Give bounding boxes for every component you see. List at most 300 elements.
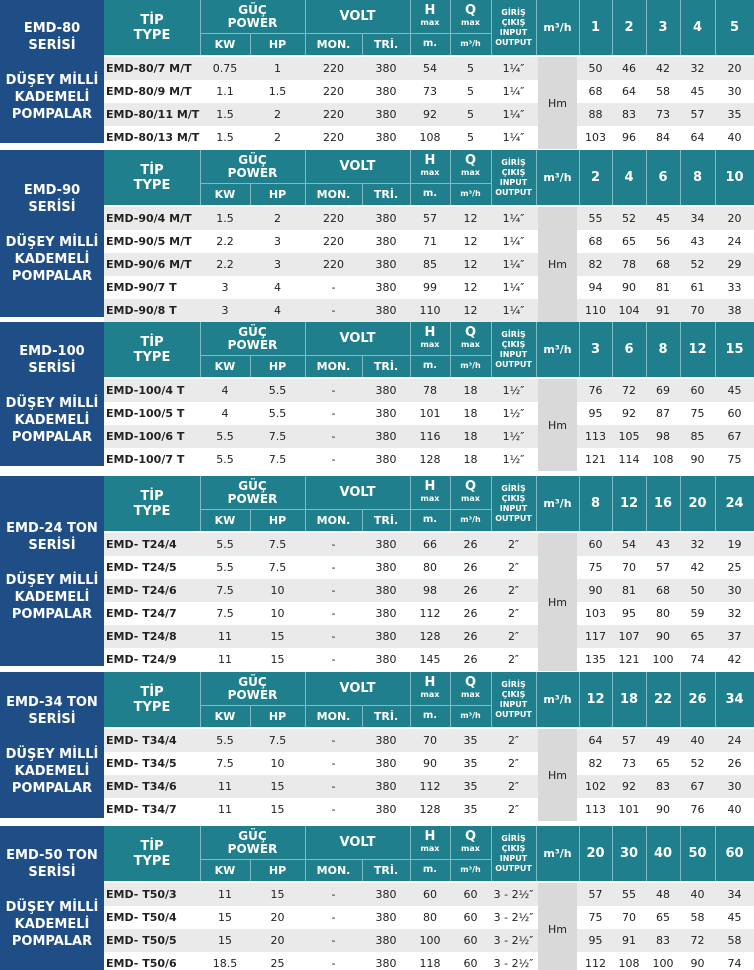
header-h [410,476,450,509]
header-divider [200,826,201,881]
volt-tri: 380 [375,131,397,144]
hm-label: Hm [538,207,577,322]
header-q-unit: m³/h [460,189,481,198]
power-kw: 11 [218,803,232,816]
head-value: 61 [690,281,705,294]
head-value: 81 [656,281,670,294]
header-flow-value: 2 [624,20,634,35]
volt-tri: 380 [375,85,397,98]
header-power [200,476,305,509]
series-block [0,0,754,143]
power-hp: 4 [274,304,281,317]
power-hp: 7.5 [268,538,287,551]
power-kw: 11 [218,653,232,666]
header-mon: MON. [316,513,351,527]
header-divider [612,0,613,55]
header-divider [410,672,411,727]
power-kw: 15 [218,934,232,947]
volt-tri: 380 [375,235,397,248]
power-hp: 20 [270,911,285,924]
series-description: DÜŞEY MİLLİ KADEMELİ POMPALAR [5,395,99,445]
model-name: EMD-90/5 M/T [106,235,192,248]
header-divider [536,322,537,377]
header-divider [491,150,492,205]
head-value: 34 [727,888,742,901]
series-block [0,150,754,317]
header-divider [200,150,201,205]
power-hp: 25 [270,957,285,970]
header-kw: KW [214,709,236,723]
head-value: 103 [585,131,606,144]
head-max: 145 [419,653,441,666]
header-flow-value: 40 [653,846,673,861]
header-port-output: OUTPUT [495,709,532,719]
header-flow-value: 34 [725,692,744,707]
header-divider [200,476,201,531]
head-value: 110 [585,304,606,317]
header-divider [612,322,613,377]
header-tri: TRİ. [373,709,399,723]
power-hp: 20 [270,934,285,947]
header-mon: MON. [316,359,351,373]
header-h-max: max [420,167,440,177]
head-value: 107 [618,630,640,643]
head-value: 30 [727,85,742,98]
header-h-unit: m. [422,188,438,199]
power-kw: 5.5 [216,453,234,466]
head-value: 58 [690,911,705,924]
volt-mono: 220 [323,85,344,98]
head-max: 99 [423,281,437,294]
header-type [104,672,200,727]
head-value: 60 [588,538,603,551]
table-row [104,402,754,425]
header-type [104,0,200,55]
header-divider [200,183,491,184]
header-h-max: max [420,339,440,349]
power-kw: 5.5 [216,734,234,747]
series-description: DÜŞEY MİLLİ KADEMELİ POMPALAR [5,73,99,122]
header-power-label: POWER [227,491,278,506]
header-q [450,150,491,183]
volt-mono: 220 [323,258,344,271]
series-label-panel [0,322,104,466]
power-kw: 11 [218,888,232,901]
volt-tri: 380 [375,212,397,225]
volt-tri: 380 [375,607,397,620]
head-value: 33 [727,281,742,294]
head-value: 112 [585,957,606,970]
header-guc-label: GÜÇ [238,674,267,689]
header-q-label: Q [464,2,477,18]
header-divider [579,476,580,531]
header-h [410,826,450,859]
header-port-giris: GİRİŞ [501,329,526,339]
header-flow-value: 18 [619,692,639,707]
series-label-panel [0,150,104,317]
head-value: 65 [656,757,670,770]
header-port-giris: GİRİŞ [501,157,526,167]
head-value: 90 [588,584,603,597]
flow-max: 26 [463,653,478,666]
header-volt: VOLT [339,681,376,696]
header-h [410,150,450,183]
header-tip-label: TİP [140,162,164,178]
header-volt: VOLT [339,9,376,24]
head-value: 45 [690,85,705,98]
header-tip-label: TİP [140,838,164,854]
header-tri: TRİ. [373,863,399,877]
flow-max: 18 [463,453,478,466]
header-guc-label: GÜÇ [238,478,267,493]
header-port-cikis: ÇIKIŞ [501,689,526,699]
header-divider [200,0,201,55]
head-value: 55 [588,212,603,225]
head-value: 59 [690,607,705,620]
head-max: 78 [423,384,437,397]
head-value: 67 [690,780,705,793]
series-description: DÜŞEY MİLLİ KADEMELİ POMPALAR [5,235,99,284]
head-value: 90 [656,630,670,643]
head-value: 24 [727,734,742,747]
header-divider [491,322,492,377]
volt-mono: 220 [323,212,344,225]
model-name: EMD-80/9 M/T [106,85,192,98]
header-h-unit: m. [422,864,438,875]
model-name: EMD- T24/5 [106,561,177,574]
head-value: 43 [656,538,670,551]
port-size: 2″ [507,538,520,551]
flow-max: 26 [463,584,478,597]
head-max: 98 [423,584,437,597]
power-hp: 10 [270,757,285,770]
power-hp: 15 [270,780,285,793]
header-flow-value: 20 [586,846,605,861]
power-hp: 15 [270,888,285,901]
header-power [200,322,305,355]
series-name: EMD-90 SERİSİ [23,183,81,215]
power-hp: 7.5 [268,561,287,574]
head-max: 85 [423,258,437,271]
header-divider [305,0,306,55]
header-divider [680,322,681,377]
volt-tri: 380 [375,538,397,551]
header-port-output: OUTPUT [495,37,532,47]
header-divider [646,150,647,205]
volt-mono: - [331,430,336,443]
header-mon: MON. [316,187,351,201]
head-value: 74 [690,653,705,666]
header-tip-label: TİP [140,334,164,350]
series-block [0,476,754,666]
header-volt: VOLT [339,485,376,500]
header-q-label: Q [464,478,477,494]
head-value: 42 [690,561,705,574]
header-flow-unit: m³/h [543,343,572,356]
header-q-label: Q [464,674,477,690]
flow-max: 60 [463,934,478,947]
head-value: 55 [622,888,636,901]
head-value: 117 [585,630,606,643]
flow-max: 60 [463,957,478,970]
header-divider [200,705,491,706]
power-hp: 5.5 [268,407,287,420]
header-port-output: OUTPUT [495,359,532,369]
port-size: 1½″ [502,384,525,397]
head-max: 128 [419,630,441,643]
volt-mono: - [331,780,336,793]
model-name: EMD- T50/5 [106,934,177,947]
header-hp: HP [268,37,287,51]
model-name: EMD- T34/5 [106,757,177,770]
power-kw: 3 [221,281,229,294]
header-q [450,0,491,33]
head-value: 82 [588,258,603,271]
header-divider [612,672,613,727]
header-h-label: H [424,2,436,18]
flow-max: 26 [463,630,478,643]
table-row [104,602,754,625]
head-value: 73 [656,108,670,121]
header-divider [250,705,251,727]
table-row [104,625,754,648]
header-type [104,826,200,881]
header-port-output: OUTPUT [495,187,532,197]
header-power-label: POWER [227,841,278,856]
head-value: 20 [727,62,742,75]
head-value: 68 [588,235,603,248]
model-name: EMD- T24/7 [106,607,177,620]
header-divider [410,0,411,55]
head-max: 70 [423,734,437,747]
head-value: 40 [727,131,742,144]
head-value: 74 [727,957,742,970]
head-value: 57 [690,108,705,121]
table-row [104,775,754,798]
head-value: 32 [690,62,705,75]
header-tri: TRİ. [373,513,399,527]
series-block [0,826,754,970]
header-port-giris: GİRİŞ [501,679,526,689]
head-value: 38 [727,304,742,317]
volt-mono: 220 [323,235,344,248]
head-value: 24 [727,235,742,248]
header-type [104,150,200,205]
series-description: DÜŞEY MİLLİ KADEMELİ POMPALAR [5,746,99,796]
header-divider [612,150,613,205]
header-divider [450,0,451,55]
port-size: 1¼″ [502,258,525,271]
flow-max: 60 [463,911,478,924]
head-value: 45 [727,384,742,397]
header-port-cikis: ÇIKIŞ [501,843,526,853]
header-port-input: INPUT [499,503,528,513]
header-flow-value: 20 [688,496,707,511]
head-value: 91 [622,934,636,947]
power-kw: 7.5 [216,584,234,597]
header-h-label: H [424,478,436,494]
header-h-label: H [424,152,436,168]
volt-tri: 380 [375,258,397,271]
header-flow-value: 50 [688,846,707,861]
head-value: 98 [656,430,670,443]
head-value: 81 [622,584,636,597]
header-flow-value: 6 [624,342,634,357]
port-size: 2″ [507,584,520,597]
power-hp: 3 [274,258,281,271]
header-port [491,2,536,53]
head-value: 82 [588,757,603,770]
header-divider [579,0,580,55]
header-type-label: TYPE [133,177,171,193]
head-value: 95 [622,607,636,620]
head-value: 92 [622,407,636,420]
volt-mono: - [331,911,336,924]
head-value: 83 [656,780,670,793]
power-kw: 18.5 [212,957,238,970]
hm-label: Hm [538,533,577,671]
model-name: EMD- T34/4 [106,734,177,747]
head-value: 40 [727,803,742,816]
head-value: 56 [656,235,670,248]
port-size: 1¼″ [502,281,525,294]
flow-max: 35 [463,780,478,793]
head-value: 60 [727,407,742,420]
power-hp: 1.5 [268,85,287,98]
port-size: 3 - 2½″ [493,911,534,924]
port-size: 2″ [507,607,520,620]
head-value: 70 [690,304,705,317]
head-value: 100 [652,653,674,666]
volt-mono: - [331,407,336,420]
table-row [104,57,754,80]
model-name: EMD- T34/7 [106,803,177,816]
head-value: 35 [727,108,742,121]
head-value: 101 [618,803,640,816]
head-value: 65 [622,235,636,248]
head-value: 76 [690,803,705,816]
power-hp: 7.5 [268,430,287,443]
header-power-label: POWER [227,687,278,702]
header-divider [305,826,306,881]
header-flow-value: 3 [658,20,668,35]
port-size: 2″ [507,780,520,793]
head-max: 66 [423,538,437,551]
header-divider [250,355,251,377]
header-type [104,476,200,531]
header-q-unit: m³/h [460,515,481,524]
head-max: 112 [419,607,441,620]
head-value: 84 [656,131,670,144]
header-divider [536,672,537,727]
head-value: 114 [618,453,640,466]
head-max: 80 [423,561,437,574]
head-value: 68 [588,85,603,98]
head-value: 113 [585,430,606,443]
head-value: 95 [588,407,603,420]
series-name: EMD-50 TON SERİSİ [6,847,98,880]
head-value: 58 [727,934,742,947]
flow-max: 26 [463,538,478,551]
head-value: 64 [690,131,705,144]
header-q-unit: m³/h [460,39,481,48]
model-name: EMD-80/11 M/T [106,108,200,121]
volt-tri: 380 [375,957,397,970]
header-type-label: TYPE [133,349,171,365]
head-value: 60 [690,384,705,397]
power-kw: 1.1 [216,85,234,98]
header-divider [680,672,681,727]
header-hp: HP [268,863,287,877]
flow-max: 5 [467,108,474,121]
flow-max: 35 [463,734,478,747]
header-flow-value: 5 [729,20,740,35]
header-port [491,828,536,879]
header-tri: TRİ. [373,37,399,51]
head-max: 57 [423,212,437,225]
head-value: 108 [652,453,674,466]
header-divider [362,33,363,55]
table-row [104,448,754,471]
header-port [491,324,536,375]
table-row [104,906,754,929]
head-value: 94 [588,281,603,294]
volt-mono: 220 [323,131,344,144]
model-name: EMD-100/5 T [106,407,185,420]
header-flow-value: 2 [590,170,601,185]
header-divider [715,826,716,881]
header-type-label: TYPE [133,699,171,715]
table-row [104,80,754,103]
table-row [104,276,754,299]
header-power [200,672,305,705]
volt-mono: - [331,934,336,947]
header-port-giris: GİRİŞ [501,7,526,17]
header-flow-value: 8 [658,342,668,357]
volt-mono: - [331,630,336,643]
header-port-input: INPUT [499,177,528,187]
header-divider [200,355,491,356]
hm-label: Hm [538,729,577,821]
table-row [104,425,754,448]
head-max: 118 [419,957,441,970]
header-divider [305,672,306,727]
header-divider [410,322,411,377]
head-value: 57 [622,734,636,747]
table-row [104,729,754,752]
model-name: EMD- T50/4 [106,911,177,924]
header-divider [680,0,681,55]
header-divider [715,322,716,377]
power-hp: 10 [270,607,285,620]
head-value: 45 [656,212,670,225]
power-hp: 15 [270,803,285,816]
header-divider [536,150,537,205]
header-h-unit: m. [422,38,438,49]
flow-max: 12 [463,304,478,317]
table-row [104,883,754,906]
head-value: 45 [727,911,742,924]
head-value: 90 [656,803,670,816]
head-value: 37 [727,630,742,643]
model-name: EMD- T24/4 [106,538,177,551]
header-divider [305,476,306,531]
volt-tri: 380 [375,757,397,770]
power-kw: 3 [221,304,229,317]
power-hp: 7.5 [268,734,287,747]
head-value: 68 [656,258,670,271]
head-value: 100 [652,957,674,970]
